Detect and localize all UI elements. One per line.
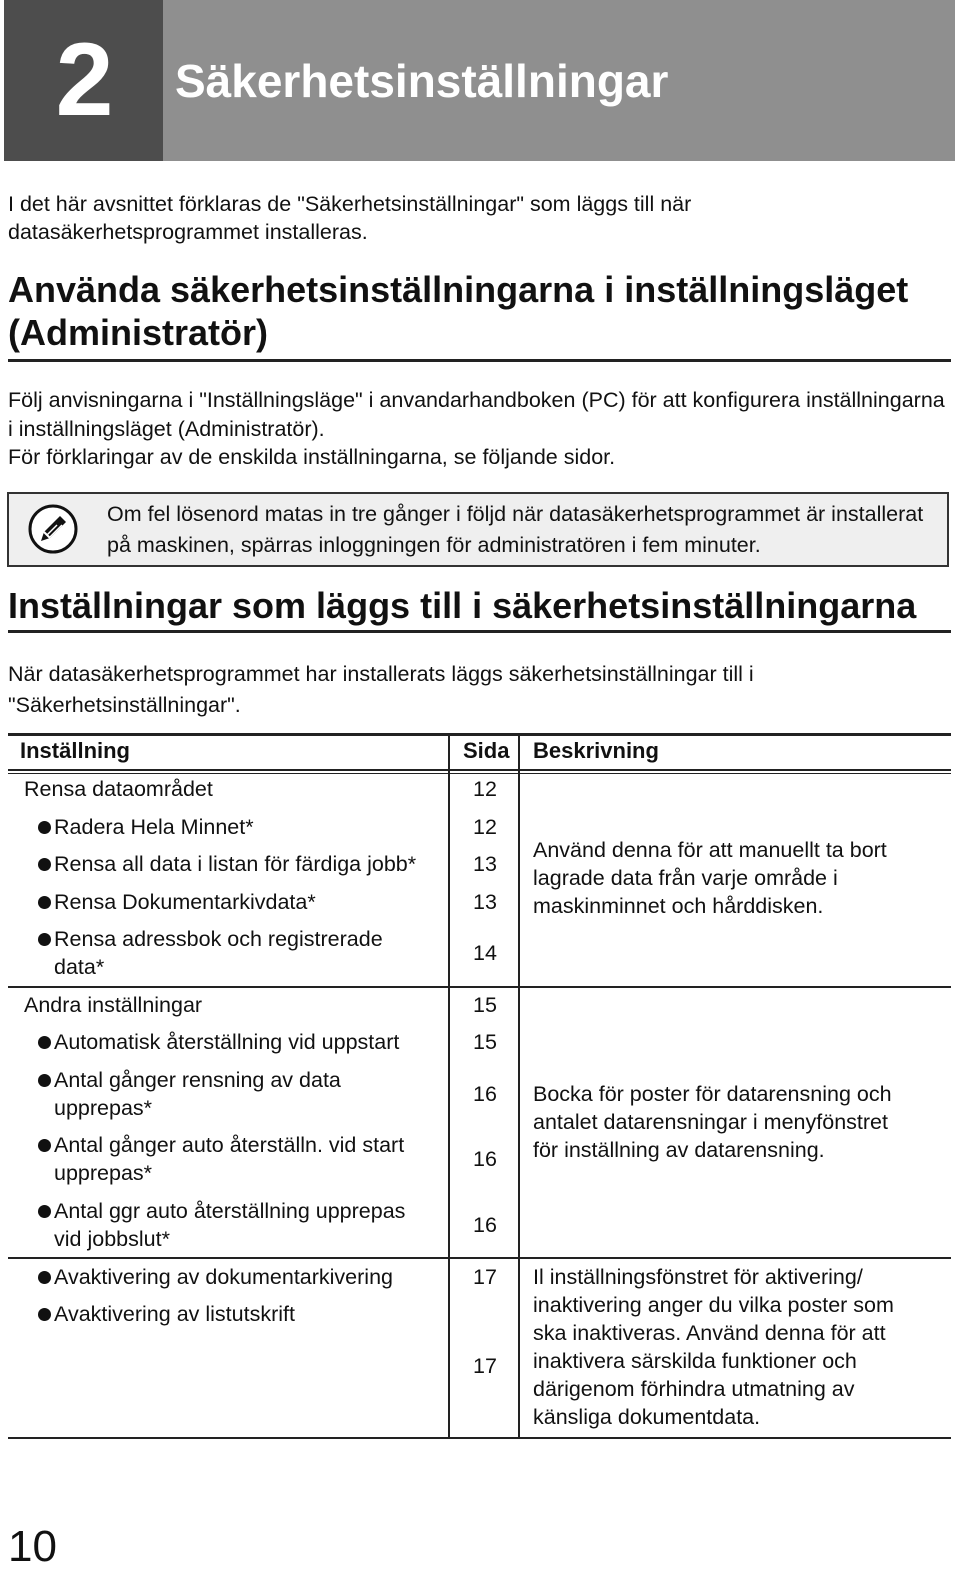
bullet-icon — [38, 933, 51, 946]
section1-body — [8, 386, 948, 472]
bullet-icon — [38, 896, 51, 909]
group-title: Rensa dataområdet — [24, 777, 213, 801]
table-col-divider — [518, 733, 520, 1439]
page-ref: 15 — [473, 1030, 497, 1054]
section1-para2: För förklaringar av de enskilda inställningarna, se följande sidor. — [8, 445, 616, 469]
bullet-icon — [38, 1271, 51, 1284]
page-ref: 15 — [473, 993, 497, 1017]
bullet-icon — [38, 1074, 51, 1087]
page-ref: 17 — [473, 1265, 497, 1289]
page-ref: 13 — [473, 852, 497, 876]
table-col-divider — [448, 733, 450, 1439]
section1-heading: Använda säkerhetsinställningarna i inställningsläget (Administratör) — [8, 269, 909, 353]
chapter-header — [4, 0, 955, 161]
page-ref: 13 — [473, 890, 497, 914]
section2-heading: Inställningar som läggs till i säkerhetsinställningarna — [8, 585, 917, 626]
description-cell: Använd denna för att manuellt ta bort lagrade data från varje område i maskinminnet och hårddisken. — [533, 838, 887, 918]
bullet-icon — [38, 1139, 51, 1152]
intro-text: I det här avsnittet förklaras de "Säkerhetsinställningar" som läggs till när datasäkerhetsprogrammet installeras. — [8, 192, 692, 244]
table-row-rule — [8, 1257, 951, 1259]
page-ref: 12 — [473, 815, 497, 839]
section2-rule — [8, 630, 951, 633]
header-page: Sida — [463, 738, 510, 763]
table-top-rule — [8, 733, 951, 736]
bullet-icon — [38, 1205, 51, 1218]
page-ref: 12 — [473, 777, 497, 801]
page-ref: 14 — [473, 941, 497, 965]
note-box — [7, 492, 949, 567]
header-setting: Inställning — [20, 738, 130, 763]
bullet-icon — [38, 821, 51, 834]
description-cell: Il inställningsfönstret för aktivering/ inaktivering anger du vilka poster som ska inaktiveras. Använd denna för att inaktivera särskilda funktioner och därigenom förhindra utmatning av känsliga dokumentdata. — [533, 1265, 894, 1429]
table-row-rule — [8, 986, 951, 988]
chapter-number: 2 — [4, 0, 163, 161]
page-ref: 16 — [473, 1147, 497, 1171]
table-header-rule — [8, 769, 951, 771]
page-ref: 16 — [473, 1213, 497, 1237]
table-header-rule-2 — [8, 773, 951, 774]
group-title: Andra inställningar — [24, 993, 203, 1017]
section2-para: När datasäkerhetsprogrammet har installerats läggs säkerhetsinställningar till i "Säkerhetsinställningar". — [8, 662, 754, 717]
bullet-icon — [38, 1308, 51, 1321]
description-cell: Bocka för poster för datarensning och antalet datarensningar i menyfönstret för inställning av datarensning. — [533, 1082, 892, 1162]
page-ref: 16 — [473, 1082, 497, 1106]
pencil-icon — [27, 503, 79, 555]
section1-para: Följ anvisningarna i "Inställningsläge" i anvandarhandboken (PC) för att konfigurera inställningarna i inställningsläget (Administratör). — [8, 388, 945, 441]
settings-table: Inställning Sida Beskrivning Rensa dataområdet 12 Radera Hela Minnet* 12 Rensa all data i listan för färdiga jobb* 13 Rensa Dokumentarkivdata* 13 Rensa adressbok och registrerade data* 14 Använd denna för att manuellt ta bort lagrade data från varje område i maskinminnet och hårddisken. Andra inställningar 15 Automatisk återställning vid uppstart 15 Antal gånger rensning av data upprepas* 16 Antal gånger auto återställn. vid start upprepas* 16 Antal ggr auto återställning upprepas vid jobbslut* 16 Bocka för poster för datarensning och antalet datarensningar i menyfönstret för inställning av datarensning. Avaktivering av dokumentarkivering 17 Avaktivering av listutskrift 17 Il inställningsfönstret för aktivering/ inaktivering anger du vilka poster som ska inaktiveras. Använd denna för att inaktivera särskilda funktioner och därigenom förhindra utmatning av känsliga dokumentdata. — [8, 733, 951, 1439]
section1-rule — [8, 359, 951, 362]
bullet-icon — [38, 858, 51, 871]
note-text: Om fel lösenord matas in tre gånger i följd när datasäkerhetsprogrammet är installerat på maskinen, spärras inloggningen för administratören i fem minuter. — [107, 502, 924, 557]
page-number: 10 — [8, 1522, 57, 1571]
chapter-title: Säkerhetsinställningar — [163, 0, 955, 161]
page-ref: 17 — [473, 1354, 497, 1378]
table-bottom-rule — [8, 1437, 951, 1439]
header-description: Beskrivning — [533, 738, 659, 763]
bullet-icon — [38, 1036, 51, 1049]
